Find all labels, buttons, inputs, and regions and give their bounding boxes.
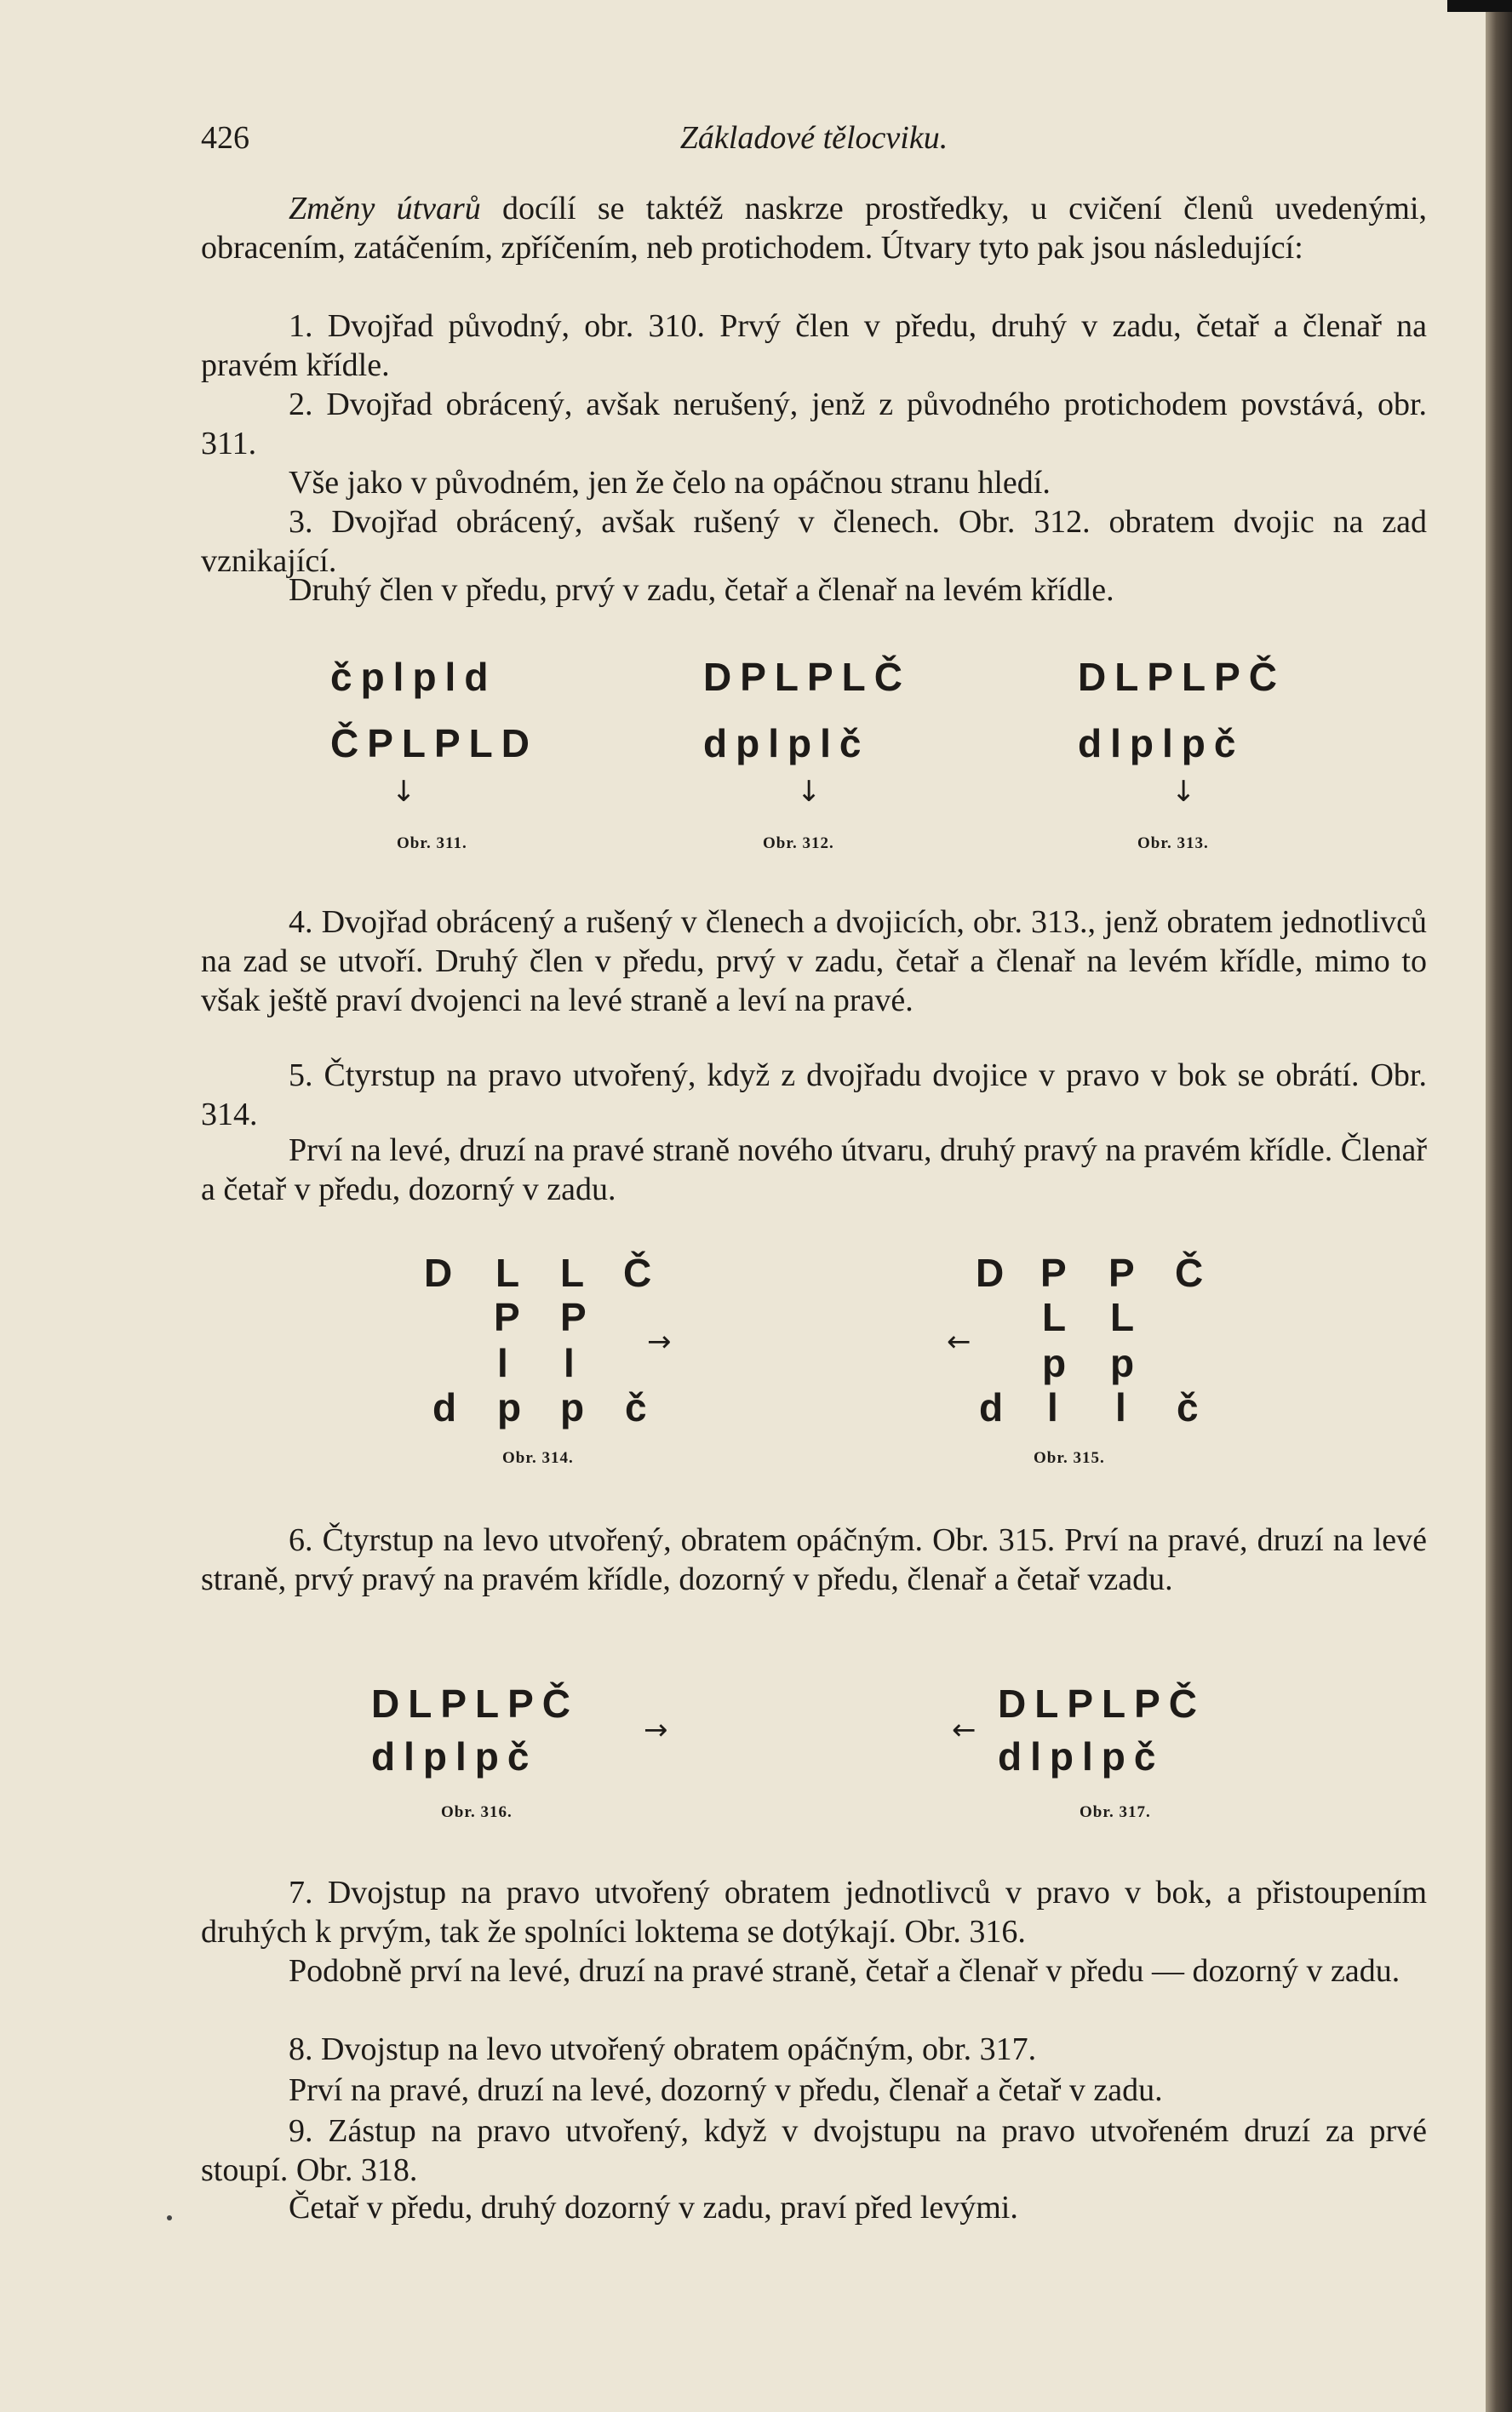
paragraph-5b: Prví na levé, druzí na pravé straně nového útvaru, druhý pravý na pravém křídle. Členař a četař v předu, dozorný v zadu. xyxy=(201,1132,1427,1207)
fig315-cell: č xyxy=(1177,1385,1199,1429)
fig315-cell: P xyxy=(1108,1251,1135,1295)
fig311-arrow-icon: ↓ xyxy=(392,775,416,809)
fig315-cell: L xyxy=(1110,1295,1135,1339)
fig314-cell: č xyxy=(625,1385,647,1429)
fig316-caption: Obr. 316. xyxy=(441,1803,513,1821)
fig315-cell: Č xyxy=(1175,1251,1204,1295)
fig311-caption: Obr. 311. xyxy=(397,834,467,852)
paragraph-7: 7. Dvojstup na pravo utvořený obratem jednotlivců v pravo v bok, a přistoupením druhých k prvým, tak že spolníci loktema se dotýkají. Obr. 316. xyxy=(201,1875,1427,1950)
paragraph-2b: Vše jako v původném, jen že čelo na opáčnou stranu hledí. xyxy=(289,465,1051,501)
paragraph-3: 3. Dvojřad obrácený, avšak rušený v členech. Obr. 312. obratem dvojic na zad vznikající. xyxy=(201,504,1427,579)
paragraph-6: 6. Čtyrstup na levo utvořený, obratem opáčným. Obr. 315. Prví na pravé, druzí na levé straně, prvý pravý na pravém křídle, dozorný v předu, členař a četař vzadu. xyxy=(201,1522,1427,1597)
ink-speck xyxy=(167,2215,172,2220)
fig314-cell: L xyxy=(495,1251,520,1295)
running-title: Základové tělocviku. xyxy=(679,120,948,156)
fig316-row2: dlplpč xyxy=(371,1734,538,1779)
fig314-cell: l xyxy=(497,1341,508,1385)
paragraph-3b: Druhý člen v předu, prvý v zadu, četař a členař na levém křídle. xyxy=(289,572,1114,608)
fig314-cell: p xyxy=(497,1385,522,1429)
fig315-cell: l xyxy=(1115,1385,1126,1429)
fig311-row2: ČPLPLD xyxy=(330,721,538,765)
fig314-arrow-icon: → xyxy=(647,1325,672,1359)
fig317-row2: dlplpč xyxy=(998,1734,1165,1779)
fig315-cell: p xyxy=(1042,1341,1067,1385)
fig315-cell: L xyxy=(1042,1295,1067,1339)
fig315-cell: D xyxy=(976,1251,1005,1295)
intro-text: docílí se taktéž naskrze prostředky, u cvičení členů uvedenými, obracením, zatáčením, zpříčením, neb protichodem. Útvary tyto pak jsou následující: xyxy=(201,191,1427,266)
scan-edge-mark xyxy=(1447,0,1512,12)
fig316-arrow-icon: → xyxy=(644,1713,668,1747)
fig314-cell: L xyxy=(560,1251,585,1295)
fig313-row1: DLPLPČ xyxy=(1078,655,1286,699)
fig315-cell: d xyxy=(979,1385,1004,1429)
fig314-cell: P xyxy=(560,1295,587,1339)
paragraph-7b: Podobně prví na levé, druzí na pravé straně, četař a členař v předu — dozorný v zadu. xyxy=(289,1953,1400,1989)
page-header xyxy=(201,119,1427,162)
fig314-caption: Obr. 314. xyxy=(502,1449,574,1467)
page-number: 426 xyxy=(201,120,249,156)
fig315-cell: P xyxy=(1040,1251,1067,1295)
fig315-caption: Obr. 315. xyxy=(1034,1449,1105,1467)
paragraph-intro xyxy=(201,189,1427,267)
paragraph-4: 4. Dvojřad obrácený a rušený v členech a dvojicích, obr. 313., jenž obratem jednotlivců na zad se utvoří. Druhý člen v předu, prvý v zadu, četař a členař na levém křídle, mimo to však ještě praví dvojenci na levé straně a leví na pravé. xyxy=(201,904,1427,1018)
fig314-cell: p xyxy=(560,1385,585,1429)
fig315-cell: p xyxy=(1110,1341,1135,1385)
paragraph-8: 8. Dvojstup na levo utvořený obratem opáčným, obr. 317. xyxy=(289,2031,1037,2067)
fig314-cell: P xyxy=(494,1295,520,1339)
fig315-cell: l xyxy=(1047,1385,1058,1429)
fig312-arrow-icon: ↓ xyxy=(797,775,822,809)
intro-lead: Změny útvarů xyxy=(289,191,481,226)
fig316-row1: DLPLPČ xyxy=(371,1682,579,1726)
fig313-row2: dlplpč xyxy=(1078,721,1245,765)
paragraph-2: 2. Dvojřad obrácený, avšak nerušený, jenž z původného protichodem povstává, obr. 311. xyxy=(201,387,1427,461)
paragraph-9: 9. Zástup na pravo utvořený, když v dvojstupu na pravo utvořeném druzí za prvé stoupí. Obr. 318. xyxy=(201,2113,1427,2188)
paragraph-9b: Četař v předu, druhý dozorný v zadu, praví před levými. xyxy=(289,2190,1018,2226)
fig312-row2: dplplč xyxy=(703,721,870,765)
fig314-cell: d xyxy=(432,1385,457,1429)
fig317-caption: Obr. 317. xyxy=(1080,1803,1151,1821)
fig313-arrow-icon: ↓ xyxy=(1171,775,1196,809)
fig312-row1: DPLPLČ xyxy=(703,655,911,699)
fig317-row1: DLPLPČ xyxy=(998,1682,1206,1726)
paragraph-1: 1. Dvojřad původný, obr. 310. Prvý člen v předu, druhý v zadu, četař a členař na pravém křídle. xyxy=(201,308,1427,383)
paragraph-8b: Prví na pravé, druzí na levé, dozorný v předu, členař a četař v zadu. xyxy=(289,2072,1163,2108)
fig314-cell: D xyxy=(424,1251,453,1295)
fig311-row1: čplpld xyxy=(330,655,497,699)
fig314-cell: l xyxy=(564,1341,575,1385)
book-spine-shadow xyxy=(1486,0,1512,2412)
fig317-arrow-icon: ← xyxy=(952,1713,976,1747)
fig312-caption: Obr. 312. xyxy=(763,834,834,852)
fig313-caption: Obr. 313. xyxy=(1137,834,1209,852)
paragraph-5: 5. Čtyrstup na pravo utvořený, když z dvojřadu dvojice v pravo v bok se obrátí. Obr. 314. xyxy=(201,1057,1427,1132)
fig314-cell: Č xyxy=(623,1251,652,1295)
fig315-arrow-icon: ← xyxy=(947,1325,971,1359)
